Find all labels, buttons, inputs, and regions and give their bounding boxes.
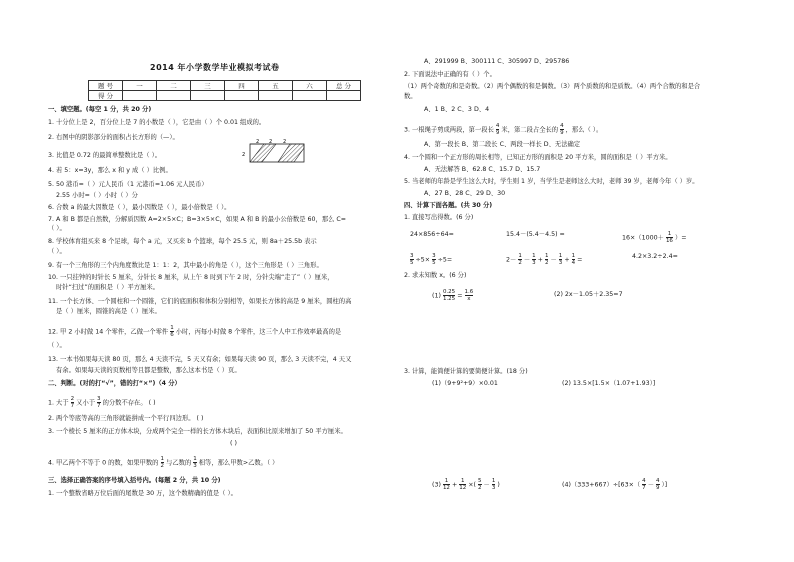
calc-simplify-3-label: (3) [432, 481, 441, 489]
denominator: 5 [432, 260, 436, 266]
fraction [666, 231, 673, 244]
judge-2: 2. 两个等底等高的三角形就能拼成一个平行四边形。 ( ) [48, 415, 204, 422]
section-choice-heading: 三、选择正确答案的序号填入括号内。(每题 2 分，共 10 分) [48, 477, 221, 484]
fraction [443, 289, 455, 302]
question-7: 7. A 和 B 都是自然数，分解质因数 A=2×5×C；B=3×5×C，如果 A 和 B 的最小公倍数是 60，那么 C= [48, 216, 347, 223]
calc-part-1: 1. 直接写出得数。(6 分) [404, 214, 474, 221]
denominator: x [467, 296, 471, 302]
score-cell: 三 [191, 81, 225, 91]
question-12-text: 12. 甲 2 小时做 14 个零件，乙做一个零件 [48, 328, 169, 336]
score-cell: 总 分 [327, 81, 361, 91]
denominator: 1.25 [442, 296, 456, 302]
fraction [465, 289, 474, 302]
choice-5: 5. 当老师的年龄是学生这么大时，学生则 1 岁，当学生是老师这么大时，老师 39 岁，老师今年（ ）岁。 [404, 178, 699, 185]
svg-text:2: 2 [242, 152, 246, 158]
judge-1-text-3: 的分数不存在。 ( ) [102, 399, 156, 407]
section-fill-in-heading: 一、填空题。(每空 1 分，共 20 分) [48, 106, 152, 113]
question-6: 6. 合数 a 的最大因数是（ ），最小因数是（ ），最小倍数是（ ）。 [48, 204, 231, 211]
question-13b: 有余。如果每天读的页数相等且都是整数，那么这本书是（ ）页。 [56, 367, 241, 374]
calc-simplify-1: (1)（9+9²+9）×0.01 [432, 380, 498, 387]
numerator: 3 [432, 253, 436, 259]
numerator: 4 [495, 123, 500, 129]
calc-direct-4-text: ÷5× [415, 256, 431, 264]
svg-text:2: 2 [283, 139, 287, 145]
denominator: 5 [410, 260, 414, 266]
question-5: 5. 50 港币=（ ）元人民币（1 元港币=1.06 元人民币） [48, 181, 208, 188]
svg-text:2: 2 [256, 139, 260, 145]
score-input-cell[interactable] [327, 91, 361, 101]
shaded-rectangle-diagram [238, 138, 306, 164]
choice-3-text-2: 米，第二段占全长的 [501, 126, 559, 134]
equation-1-label: (1) [432, 292, 441, 300]
numerator: 1 [160, 456, 164, 462]
calc-simplify-4-text: (4)（333+667）÷[63×（ [562, 481, 641, 489]
score-table-header-row [89, 81, 361, 91]
question-12b: （ ）。 [48, 342, 66, 349]
choice-4: 4. 一个圆和一个正方形的周长相等，已知正方形的面积是 20 平方米，圆的面积是（ ）平方米。 [404, 154, 672, 161]
numerator: 0.25 [442, 289, 456, 295]
choice-1: 1. 一个整数省略万位后面的尾数是 30 万，这个数精确的值是（ ）。 [48, 490, 237, 497]
score-input-cell[interactable] [191, 91, 225, 101]
calc-direct-6: 4.2×3.2÷2.4= [632, 253, 678, 260]
fraction [432, 253, 436, 266]
judge-4-text-3: 相等，那么甲数>乙数。（ ） [198, 459, 279, 467]
question-7-blank: （ ）。 [48, 225, 66, 232]
fraction [560, 123, 564, 136]
denominator: 9 [495, 130, 500, 136]
choice-3-text: 3. 一根绳子剪成两段，第一段长 [404, 126, 494, 134]
numerator: 3 [410, 253, 414, 259]
calc-direct-4-text-2: ÷5= [437, 256, 453, 264]
score-input-cell[interactable] [157, 91, 191, 101]
denominator: 7 [97, 403, 101, 409]
page-title: 2014 年小学数学毕业模拟考试卷 [150, 63, 280, 72]
question-12-text-2: 小时，丙每小时做 8 个零件，这三个人中工作效率最高的是 [175, 328, 342, 336]
calc-direct-3 [622, 231, 687, 244]
choice-4-options: A、无法解答 B、62.8 C、15.7 D、15.7 [424, 166, 541, 173]
choice-1-options: A、291999 B、300111 C、305997 D、295786 [424, 58, 570, 65]
equation-2: (2) 2x－1.05＋2.35=7 [554, 291, 623, 298]
score-table [88, 80, 361, 101]
score-input-cell[interactable] [293, 91, 327, 101]
calc-direct-1: 24×856÷64= [410, 231, 454, 238]
denominator: 9 [560, 130, 564, 136]
choice-2-statements: （1）两个奇数的和是奇数。（2）两个偶数的和是偶数。（3）两个质数的和是质数。（4）两个合数的和是合 [404, 83, 701, 90]
choice-3 [404, 123, 602, 136]
calc-direct-3-text: 16×（1000＋ [622, 234, 664, 242]
denominator: 16 [665, 238, 673, 244]
score-input-cell[interactable] [259, 91, 293, 101]
judge-1-text: 1. 大于 [48, 399, 69, 407]
section-calc-heading: 四、计算下面各题。(共 30 分) [404, 202, 493, 209]
section-judge-heading: 二、判断。(对的打“√”，错的打“×”)（4 分） [48, 380, 181, 387]
calc-simplify-2: (2) 13.5×[1.5×（1.07+1.93）] [562, 380, 656, 387]
judge-1 [48, 396, 156, 409]
numerator: 2 [70, 396, 75, 402]
numerator: 1.6 [464, 289, 474, 295]
svg-text:2: 2 [269, 139, 273, 145]
score-cell: 四 [225, 81, 259, 91]
numerator: 1 [667, 231, 672, 237]
score-cell: 题 号 [89, 81, 123, 91]
fraction: $\frac{1}{2}$ [518, 253, 522, 266]
judge-3-blank: ( ) [230, 440, 237, 447]
fraction: $\frac{1}{4}$ [571, 253, 576, 266]
score-cell: 二 [157, 81, 191, 91]
choice-2-options: A、1 B、2 C、3 D、4 [424, 106, 490, 113]
score-cell: 五 [259, 81, 293, 91]
choice-2-statements-cont: 数。 [404, 93, 417, 100]
calc-simplify-3: (3) $\frac{1}{12}$ + $\frac{1}{12}$ ×( $\frac{5}{2}$ － $\frac{1}{3}$ ) [432, 478, 500, 491]
fraction [97, 396, 101, 409]
calc-direct-3-text-2: ）= [674, 234, 687, 242]
calc-direct-4 [410, 253, 452, 266]
score-cell: 得 分 [89, 91, 123, 101]
fraction [496, 123, 500, 136]
score-cell: 六 [293, 81, 327, 91]
question-10: 10. 一只挂钟的时针长 5 厘米，分针长 8 厘米，从上午 8 时到下午 2 时，分针尖端“走了”（ ）厘米， [48, 274, 334, 281]
fraction [161, 456, 165, 469]
question-11: 11. 一个长方体、一个圆柱和一个圆锥，它们的底面积和体积分别相等，如果长方体的高是 9 厘米，圆柱的高 [48, 298, 352, 305]
calc-simplify-4: (4)（333+667）÷[63×（ $\frac{4}{7}$ － $\frac{4}{9}$ ）] [562, 478, 668, 491]
choice-2: 2. 下面说法中正确的有（ ）个。 [404, 71, 496, 78]
judge-1-text-2: 又小于 [76, 399, 96, 407]
numerator: 1 [170, 325, 174, 331]
equation-1 [432, 289, 473, 302]
denominator: 6 [170, 332, 174, 338]
fraction [170, 325, 174, 338]
question-11b: 是（ ）厘米，圆锥的高是（ ）厘米。 [56, 308, 161, 315]
denominator: 7 [70, 403, 75, 409]
question-2: 2. 右图中的阴影部分的面积占长方形的（—）。 [48, 134, 179, 141]
question-3: 3. 比值是 0.72 的最简单整数比是（ ）。 [48, 152, 162, 159]
judge-4-text: 4. 甲乙两个不等于 0 的数，如果甲数的 [48, 459, 159, 467]
calc-part-2: 2. 求未知数 x。(6 分) [404, 272, 467, 279]
calc-direct-2: 15.4－(5.4－4.5) = [506, 231, 565, 238]
calc-direct-5-text-2: = [577, 256, 583, 264]
score-cell: 一 [123, 81, 157, 91]
score-input-cell[interactable] [225, 91, 259, 101]
question-13: 13. 一本书如果每天读 80 页，那么 4 天读不完，5 天又有余；如果每天读 90 页，那么 3 天读不完，4 天又 [48, 356, 352, 363]
calc-part-3: 3. 计算，能简便计算的要简便计算。(18 分) [404, 368, 528, 375]
choice-3-text-3: ，那么（ ）。 [565, 126, 603, 134]
equation-1-equals: = [457, 292, 463, 300]
calc-simplify-4-text-2: ）] [661, 481, 668, 489]
fraction [193, 456, 197, 469]
question-5b: 2.55 小时=（ ）小时（ ）分 [56, 192, 138, 199]
fraction: $\frac{1}{3}$ [532, 253, 536, 266]
denominator: 3 [193, 463, 197, 469]
choice-5-options: A、27 B、28 C、29 D、30 [424, 190, 506, 197]
question-1: 1. 十分位上是 2，百分位上是 7 的小数是（ ），它是由（ ）个 0.01 组成的。 [48, 119, 266, 126]
question-8-blank: （ ）。 [48, 248, 66, 255]
fraction [410, 253, 414, 266]
fraction: $\frac{1}{2}$ [544, 253, 549, 266]
question-9: 9. 有一个三角形的三个内角度数比是 1：1：2，其中最小的角是（ ），这个三角形是（ ）三角形。 [48, 262, 323, 269]
question-10b: 时针“扫过”的面积是（ ）平方厘米。 [56, 284, 159, 291]
judge-3: 3. 一个棱长 5 厘米的正方体木块，分成两个完全一样的长方体木块后，表面积比原来增加了 50 平方厘米。 [48, 428, 347, 435]
judge-4-text-2: 与乙数的 [166, 459, 192, 467]
judge-4 [48, 456, 278, 469]
numerator: 3 [97, 396, 101, 402]
calc-direct-5-text: 2－ [506, 256, 517, 264]
fraction [71, 396, 75, 409]
question-4: 4. 若 5：x=3y，那么 x 和 y 成（ ）比例。 [48, 167, 172, 174]
numerator: 4 [560, 123, 564, 129]
fraction: $\frac{1}{3}$ [558, 253, 563, 266]
numerator: 1 [193, 456, 197, 462]
score-input-cell[interactable] [123, 91, 157, 101]
question-12 [48, 325, 341, 338]
calc-direct-5: 2－ $\frac{1}{2}$ － $\frac{1}{3}$ + $\frac{1}{2}$ － $\frac{1}{3}$ + $\frac{1}{4}$ = [506, 253, 583, 266]
score-table-score-row [89, 91, 361, 101]
denominator: 2 [160, 463, 164, 469]
choice-3-options: A、第一段长 B、第二段长 C、两段一样长 D、无法确定 [424, 141, 581, 148]
question-8: 8. 学校体育组买来 8 个足球，每个 a 元，又买来 b 个篮球，每个 25.5 元，则 8a＋25.5b 表示 [48, 238, 317, 245]
